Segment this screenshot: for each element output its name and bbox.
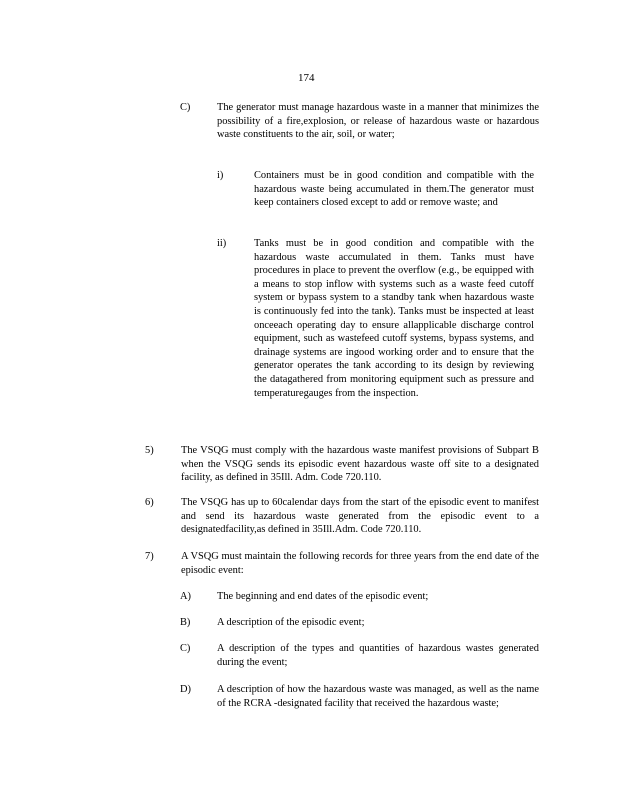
item-text: A description of the episodic event;	[217, 617, 365, 628]
item-label: C)	[180, 643, 191, 654]
item-label: 7)	[145, 551, 154, 562]
item-label: i)	[217, 170, 224, 181]
item-label: A)	[180, 591, 191, 602]
item-label: ii)	[217, 238, 227, 249]
item-text: The VSQG has up to 60calendar days from the start of the episodic event to manifest and send its hazardous waste generated from the episodic event to a designatedfacility,as defined in 35Ill.Adm. Code 720.110.	[181, 497, 539, 536]
item-label: B)	[180, 617, 191, 628]
item-text: A VSQG must maintain the following records for three years from the end date of the episodic event:	[181, 551, 539, 576]
item-text: The VSQG must comply with the hazardous waste manifest provisions of Subpart B when the VSQG sends its episodic event hazardous waste off site to a designated facility, as defined in 35Ill. Adm. Code 720.110.	[181, 445, 539, 484]
item-text: The beginning and end dates of the episodic event;	[217, 591, 429, 602]
item-text: The generator must manage hazardous waste in a manner that minimizes the possibility of a fire,explosion, or release of hazardous waste or hazardous waste constituents to the air, soil, or water;	[217, 102, 539, 141]
item-text: Containers must be in good condition and compatible with the hazardous waste being accumulated in them.The generator must keep containers closed except to add or remove waste; and	[254, 170, 534, 209]
item-text: Tanks must be in good condition and compatible with the hazardous waste accumulated in them. Tanks must have procedures in place to prevent the overflow (e.g., be equipped with a means to stop inflow with systems such as a waste feed cutoff system or bypass system to a standby tank when hazardous waste is continuously fed into the tank). Tanks must be inspected at least onceeach operating day to ensure allapplicable discharge control equipment, such as wastefeed cutoff systems, bypass systems, and drainage systems are ingood working order and to ensure that the generator operates the tank according to its design by reviewing the datagathered from monitoring equipment such as pressure and temperaturegauges from the inspection.	[254, 238, 534, 399]
item-label: 5)	[145, 445, 154, 456]
page-number: 174	[298, 72, 315, 84]
item-label: 6)	[145, 497, 154, 508]
item-text: A description of how the hazardous waste was managed, as well as the name of the RCRA -designated facility that received the hazardous waste;	[217, 684, 539, 709]
item-label: C)	[180, 102, 191, 113]
item-label: D)	[180, 684, 191, 695]
item-text: A description of the types and quantities of hazardous wastes generated during the event;	[217, 643, 539, 668]
